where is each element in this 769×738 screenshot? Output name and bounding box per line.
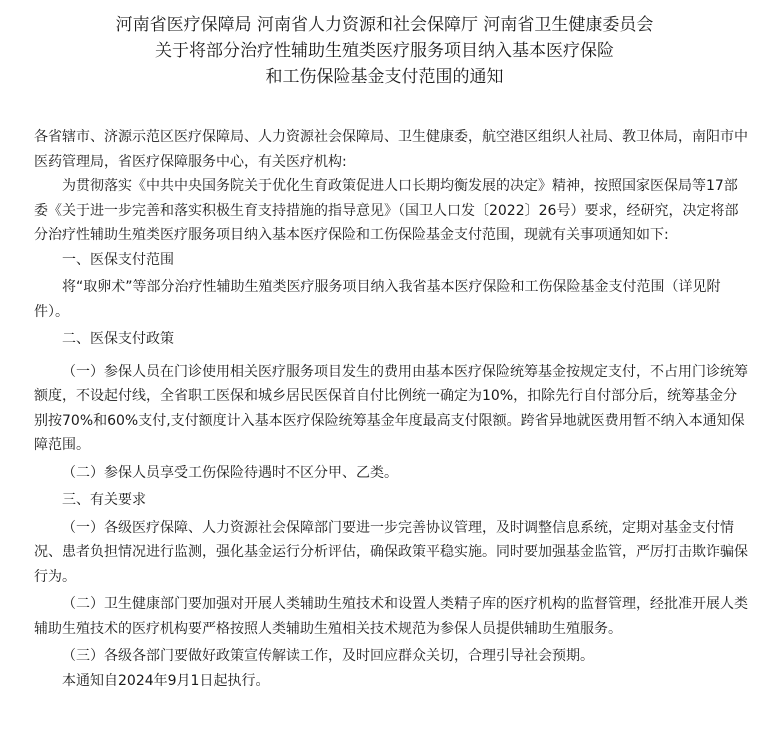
section-3-item-3: （三）各级各部门要做好政策宣传解读工作，及时回应群众关切，合理引导社会预期。 [62, 648, 594, 664]
section-2-item-1: （一）参保人员在门诊使用相关医疗服务项目发生的费用由基本医疗保险统筹基金按规定支付，不占用门诊统筹额度，不设起付线，全省职工医保和城乡居民医保首自付比例统一确定为10%，扣除先行自付部分后，统筹基金分别按70%和60%支付,支付额度计入基本医疗保险统筹基金年度最高支付限额。跨省异地就医费用暂不纳入本通知保障范围。 [34, 363, 748, 453]
intro-paragraph: 为贯彻落实《中共中央国务院关于优化生育政策促进人口长期均衡发展的决定》精神，按照国家医保局等17部委《关于进一步完善和落实积极生育支持措施的指导意见》（国卫人口发〔2022〕26号）要求，经研究，决定将部分治疗性辅助生殖类医疗服务项目纳入基本医疗保险和工伤保险基金支付范围，现就有关事项通知如下: [34, 178, 739, 243]
salutation-paragraph: 各省辖市、济源示范区医疗保障局、人力资源社会保障局、卫生健康委，航空港区组织人社局、教卫体局，南阳市中医药管理局，省医疗保障服务中心，有关医疗机构: [34, 129, 748, 170]
section-3-item-1: （一）各级医疗保障、人力资源社会保障部门要进一步完善协议管理，及时调整信息系统，定期对基金支付情况、患者负担情况进行监测，强化基金运行分析评估，确保政策平稳实施。同时要加强基金监管，严厉打击欺诈骗保行为。 [34, 519, 748, 585]
section-1-heading: 一、医保支付范围 [62, 251, 174, 268]
document-title-line-1: 关于将部分治疗性辅助生殖类医疗服务项目纳入基本医疗保险 [155, 41, 614, 61]
issuing-agencies: 河南省医疗保障局 河南省人力资源和社会保障厅 河南省卫生健康委员会 [115, 15, 654, 35]
section-2-heading: 二、医保支付政策 [62, 331, 174, 347]
section-3-heading: 三、有关要求 [62, 492, 146, 508]
section-3-item-2: （二）卫生健康部门要加强对开展人类辅助生殖技术和设置人类精子库的医疗机构的监督管理，经批准开展人类辅助生殖技术的医疗机构要严格按照人类辅助生殖相关技术规范为参保人员提供辅助生殖服务。 [34, 596, 748, 637]
document-title-line-2: 和工伤保险基金支付范围的通知 [265, 67, 504, 87]
document-body [34, 125, 751, 693]
section-1-paragraph: 将“取卵术”等部分治疗性辅助生殖类医疗服务项目纳入我省基本医疗保险和工伤保险基金支付范围（详见附件）。 [34, 279, 721, 320]
section-2-item-2: （二）参保人员享受工伤保险待遇时不区分甲、乙类。 [62, 464, 398, 481]
effective-date-paragraph: 本通知自2024年9月1日起执行。 [62, 672, 270, 689]
document-header [0, 0, 769, 90]
